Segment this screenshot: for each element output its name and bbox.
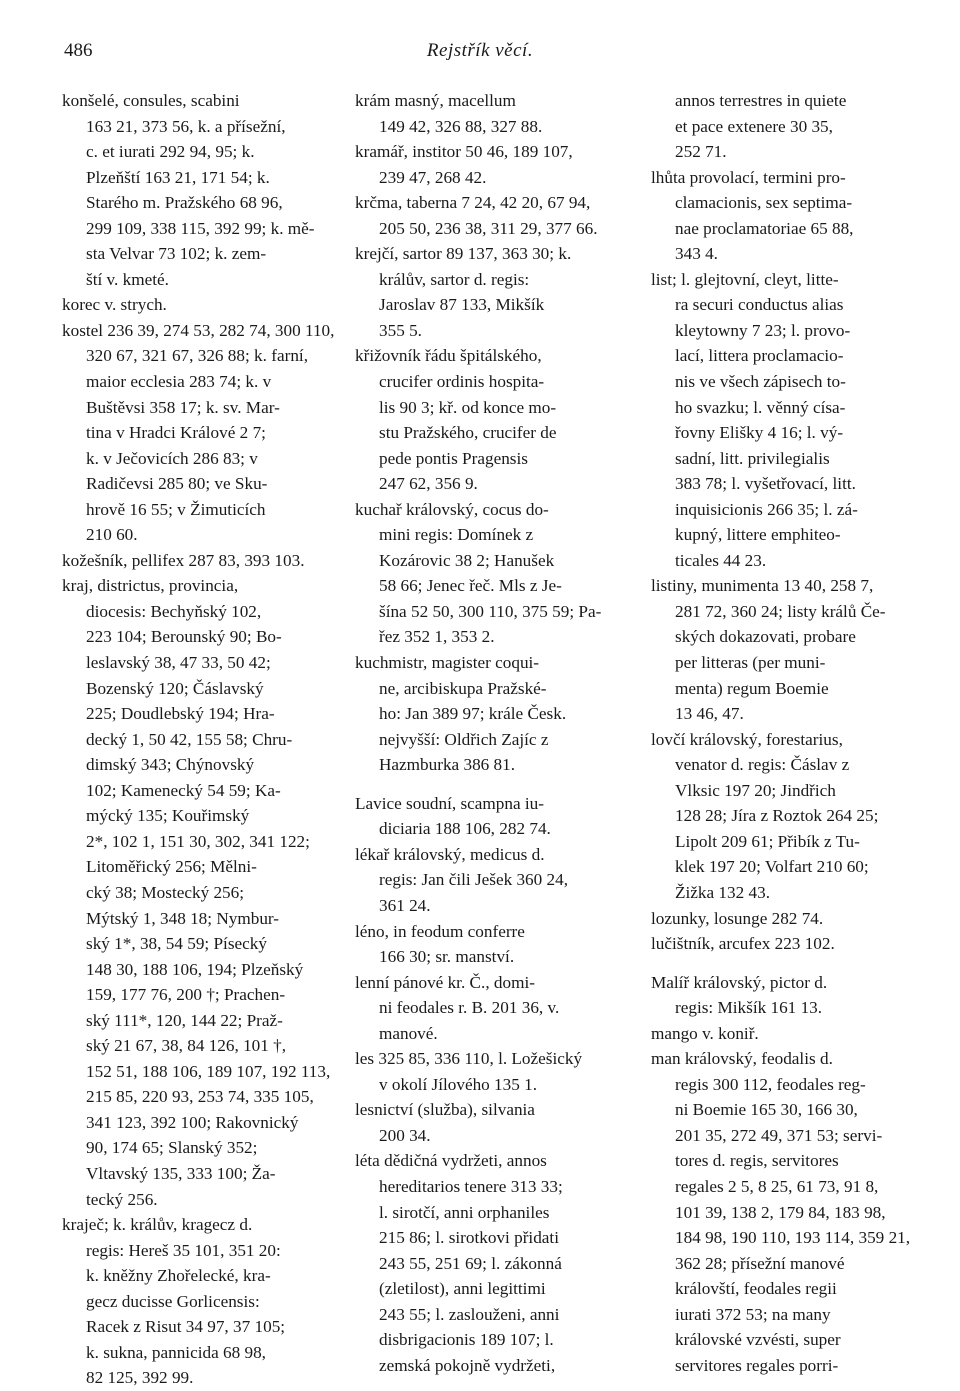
index-line: krejčí, sartor 89 137, 363 30; k.: [355, 244, 572, 264]
index-line: listiny, munimenta 13 40, 258 7,: [651, 576, 874, 596]
index-line: 243 55; l. zaslouženi, anni: [379, 1304, 560, 1324]
index-line: cký 38; Mostecký 256;: [86, 882, 245, 902]
index-line: řovny Elišky 4 16; l. vý-: [675, 423, 844, 443]
index-line: 210 60.: [86, 525, 138, 545]
index-line: Malíř královský, pictor d.: [651, 972, 828, 992]
paragraph-gap: [651, 957, 900, 970]
index-line: 343 4.: [675, 244, 718, 264]
index-line: kožešník, pellifex 287 83, 393 103.: [62, 550, 305, 570]
index-line: ni Boemie 165 30, 166 30,: [675, 1100, 858, 1120]
index-line: krám masný, macellum: [355, 91, 516, 110]
index-line: Vlksic 197 20; Jindřich: [675, 780, 836, 800]
index-line: list; l. glejtovní, cleyt, litte-: [651, 269, 839, 289]
index-line: dimský 343; Chýnovský: [86, 755, 255, 775]
index-line: et pace extenere 30 35,: [675, 116, 833, 136]
index-line: diciaria 188 106, 282 74.: [379, 819, 551, 839]
index-line: kuchař královský, cocus do-: [355, 499, 549, 519]
index-line: kraj, districtus, provincia,: [62, 576, 239, 596]
index-line: 149 42, 326 88, 327 88.: [379, 116, 543, 136]
index-line: králův, sartor d. regis:: [379, 269, 530, 289]
index-line: Hazmburka 386 81.: [379, 755, 516, 775]
column-1: [62, 88, 335, 1391]
index-line: 152 51, 188 106, 189 107, 192 113,: [86, 1061, 331, 1081]
index-line: k. sukna, pannicida 68 98,: [86, 1342, 266, 1362]
index-line: královské vzvésti, super: [675, 1330, 841, 1350]
index-line: lenní pánové kr. Č., domi-: [355, 972, 535, 992]
index-line: 361 24.: [379, 895, 431, 915]
index-line: křižovník řádu špitálského,: [355, 346, 542, 366]
index-line: ra securi conductus alias: [675, 295, 844, 315]
index-line: 281 72, 360 24; listy králů Če-: [675, 601, 886, 621]
index-line: Lavice soudní, scampna iu-: [355, 793, 545, 813]
index-line: Racek z Risut 34 97, 37 105;: [86, 1317, 286, 1337]
index-line: kraječ; k. králův, kragecz d.: [62, 1215, 253, 1235]
page-number: 486: [64, 40, 93, 61]
index-line: sta Velvar 73 102; k. zem-: [86, 244, 267, 264]
index-line: 2*, 102 1, 151 30, 302, 341 122;: [86, 831, 310, 851]
index-line: 243 55, 251 69; l. zákonná: [379, 1253, 562, 1273]
index-line: Bozenský 120; Čáslavský: [86, 678, 264, 698]
index-line: lučištník, arcufex 223 102.: [651, 934, 835, 954]
index-line: c. et iurati 292 94, 95; k.: [86, 142, 255, 162]
index-line: ský 1*, 38, 54 59; Písecký: [86, 934, 267, 954]
index-line: inquisicionis 266 35; l. zá-: [675, 499, 858, 519]
index-line: ticales 44 23.: [675, 550, 767, 570]
index-line: královští, feodales regii: [675, 1279, 837, 1299]
index-line: Vltavský 135, 333 100; Ža-: [86, 1163, 276, 1183]
index-line: 159, 177 76, 200 †; Prachen-: [86, 985, 286, 1005]
index-line: hereditarios tenere 313 33;: [379, 1176, 563, 1196]
index-line: 215 86; l. sirotkovi přidati: [379, 1228, 559, 1248]
index-line: 163 21, 373 56, k. a přísežní,: [86, 116, 286, 136]
index-line: regis 300 112, feodales reg-: [675, 1074, 866, 1094]
index-line: annos terrestres in quiete: [675, 91, 847, 110]
index-line: 320 67, 321 67, 326 88; k. farní,: [86, 346, 308, 366]
index-line: 13 46, 47.: [675, 704, 744, 724]
index-line: klek 197 20; Volfart 210 60;: [675, 857, 869, 877]
index-line: 252 71.: [675, 142, 727, 162]
index-line: zemská pokojně vydržeti,: [379, 1355, 556, 1375]
index-line: sadní, litt. privilegialis: [675, 448, 830, 468]
index-line: lozunky, losunge 282 74.: [651, 908, 824, 928]
index-line: krčma, taberna 7 24, 42 20, 67 94,: [355, 193, 591, 213]
index-line: 200 34.: [379, 1125, 431, 1145]
index-line: ský 21 67, 38, 84 126, 101 †,: [86, 1036, 287, 1056]
index-line: (zletilost), anni legittimi: [379, 1279, 546, 1299]
index-line: hrově 16 55; v Žimuticích: [86, 499, 266, 519]
index-line: l. sirotčí, anni orphaniles: [379, 1202, 550, 1222]
index-line: mýcký 135; Kouřimský: [86, 806, 250, 826]
index-line: konšelé, consules, scabini: [62, 91, 240, 110]
index-line: Plzeňští 163 21, 171 54; k.: [86, 167, 270, 187]
column-2: [355, 88, 626, 1378]
index-line: tina v Hradci Králové 2 7;: [86, 423, 266, 443]
index-line: 90, 174 65; Slanský 352;: [86, 1138, 258, 1158]
index-line: maior ecclesia 283 74; k. v: [86, 372, 272, 392]
index-line: řez 352 1, 353 2.: [379, 627, 495, 647]
index-line: kostel 236 39, 274 53, 282 74, 300 110,: [62, 320, 335, 340]
index-line: leslavský 38, 47 33, 50 42;: [86, 653, 271, 673]
index-line: 205 50, 236 38, 311 29, 377 66.: [379, 218, 598, 238]
index-line: 223 104; Berounský 90; Bo-: [86, 627, 282, 647]
index-line: Mýtský 1, 348 18; Nymbur-: [86, 908, 280, 928]
index-line: clamacionis, sex septima-: [675, 193, 853, 213]
index-line: 362 28; přísežní manové: [675, 1253, 845, 1273]
index-line: 383 78; l. vyšetřovací, litt.: [675, 474, 856, 494]
index-line: Buštěvsi 358 17; k. sv. Mar-: [86, 397, 280, 417]
index-line: regis: Mikšík 161 13.: [675, 998, 823, 1018]
index-line: diocesis: Bechyňský 102,: [86, 601, 262, 621]
index-line: k. v Ječovicích 286 83; v: [86, 448, 258, 468]
index-line: nae proclamatoriae 65 88,: [675, 218, 854, 238]
index-line: ho svazku; l. věnný císa-: [675, 397, 846, 417]
index-line: ský 111*, 120, 144 22; Praž-: [86, 1010, 283, 1030]
index-line: crucifer ordinis hospita-: [379, 372, 545, 392]
index-line: 184 98, 190 110, 193 114, 359 21,: [675, 1228, 911, 1248]
index-line: 247 62, 356 9.: [379, 474, 478, 494]
index-line: kupný, littere emphiteo-: [675, 525, 841, 545]
index-line: servitores regales porri-: [675, 1355, 839, 1375]
index-line: Kozárovic 38 2; Hanušek: [379, 550, 555, 570]
index-line: kleytowny 7 23; l. provo-: [675, 320, 851, 340]
index-line: 82 125, 392 99.: [86, 1368, 194, 1388]
index-line: lhůta provolací, termini pro-: [651, 167, 846, 187]
index-line: 215 85, 220 93, 253 74, 335 105,: [86, 1087, 314, 1107]
index-line: 201 35, 272 49, 371 53; servi-: [675, 1125, 883, 1145]
index-line: menta) regum Boemie: [675, 678, 829, 698]
index-line: Litoměřický 256; Mělni-: [86, 857, 257, 877]
column-3: [651, 88, 911, 1378]
index-line: ni feodales r. B. 201 36, v.: [379, 998, 560, 1018]
index-line: iurati 372 53; na many: [675, 1304, 831, 1324]
index-line: gecz ducisse Gorlicensis:: [86, 1291, 260, 1311]
index-line: disbrigacionis 189 107; l.: [379, 1330, 554, 1350]
index-line: 101 39, 138 2, 179 84, 183 98,: [675, 1202, 886, 1222]
index-line: ho: Jan 389 97; krále Česk.: [379, 704, 567, 724]
index-line: nejvyšší: Oldřich Zajíc z: [379, 729, 549, 749]
index-line: nis ve všech zápisech to-: [675, 372, 846, 392]
running-head: Rejstřík věcí.: [426, 40, 534, 61]
index-line: Žižka 132 43.: [675, 882, 770, 902]
index-line: 166 30; sr. manství.: [379, 947, 515, 967]
index-line: 102; Kamenecký 54 59; Ka-: [86, 780, 281, 800]
index-line: 355 5.: [379, 320, 422, 340]
index-line: ne, arcibiskupa Pražské-: [379, 678, 547, 698]
index-line: Lipolt 209 61; Přibík z Tu-: [675, 831, 860, 851]
index-line: tores d. regis, servitores: [675, 1151, 839, 1171]
index-line: 299 109, 338 115, 392 99; k. mě-: [86, 218, 315, 238]
index-line: lesnictví (služba), silvania: [355, 1100, 535, 1120]
index-line: 58 66; Jenec řeč. Mls z Je-: [379, 576, 562, 596]
index-line: ských dokazovati, probare: [675, 627, 856, 647]
index-line: k. kněžny Zhořelecké, kra-: [86, 1266, 271, 1286]
index-line: venator d. regis: Čáslav z: [675, 755, 850, 775]
index-line: kuchmistr, magister coqui-: [355, 653, 540, 673]
index-line: 128 28; Jíra z Roztok 264 25;: [675, 806, 879, 826]
index-line: šína 52 50, 300 110, 375 59; Pa-: [379, 601, 602, 621]
index-line: per litteras (per muni-: [675, 653, 826, 673]
index-line: v okolí Jílového 135 1.: [379, 1074, 538, 1094]
index-line: manové.: [379, 1023, 438, 1043]
index-line: 225; Doudlebský 194; Hra-: [86, 704, 275, 724]
index-line: léno, in feodum conferre: [355, 921, 525, 941]
index-line: lací, littera proclamacio-: [675, 346, 844, 366]
index-line: Starého m. Pražského 68 96,: [86, 193, 283, 213]
paragraph-gap: [355, 778, 626, 791]
index-line: decký 1, 50 42, 155 58; Chru-: [86, 729, 293, 749]
index-line: stu Pražského, crucifer de: [379, 423, 557, 443]
index-line: korec v. strych.: [62, 295, 167, 315]
index-line: man královský, feodalis d.: [651, 1049, 833, 1069]
index-line: léta dědičná vydržeti, annos: [355, 1151, 547, 1171]
index-line: regales 2 5, 8 25, 61 73, 91 8,: [675, 1176, 879, 1196]
index-line: mango v. koniř.: [651, 1023, 759, 1043]
index-line: Jaroslav 87 133, Mikšík: [379, 295, 545, 315]
index-line: regis: Jan čili Ješek 360 24,: [379, 870, 569, 890]
index-line: les 325 85, 336 110, l. Ložešický: [355, 1049, 583, 1069]
index-line: 239 47, 268 42.: [379, 167, 487, 187]
index-line: 341 123, 392 100; Rakovnický: [86, 1112, 299, 1132]
index-line: pede pontis Pragensis: [379, 448, 528, 468]
index-line: tecký 256.: [86, 1189, 158, 1209]
index-line: lis 90 3; kř. od konce mo-: [379, 397, 557, 417]
index-line: ští v. kmeté.: [86, 269, 169, 289]
index-line: lékař královský, medicus d.: [355, 844, 545, 864]
index-line: regis: Hereš 35 101, 351 20:: [86, 1240, 281, 1260]
index-line: 148 30, 188 106, 194; Plzeňský: [86, 959, 304, 979]
index-line: Radičevsi 285 80; ve Sku-: [86, 474, 268, 494]
index-line: lovčí královský, forestarius,: [651, 729, 843, 749]
index-line: kramář, institor 50 46, 189 107,: [355, 142, 573, 162]
index-line: mini regis: Domínek z: [379, 525, 534, 545]
